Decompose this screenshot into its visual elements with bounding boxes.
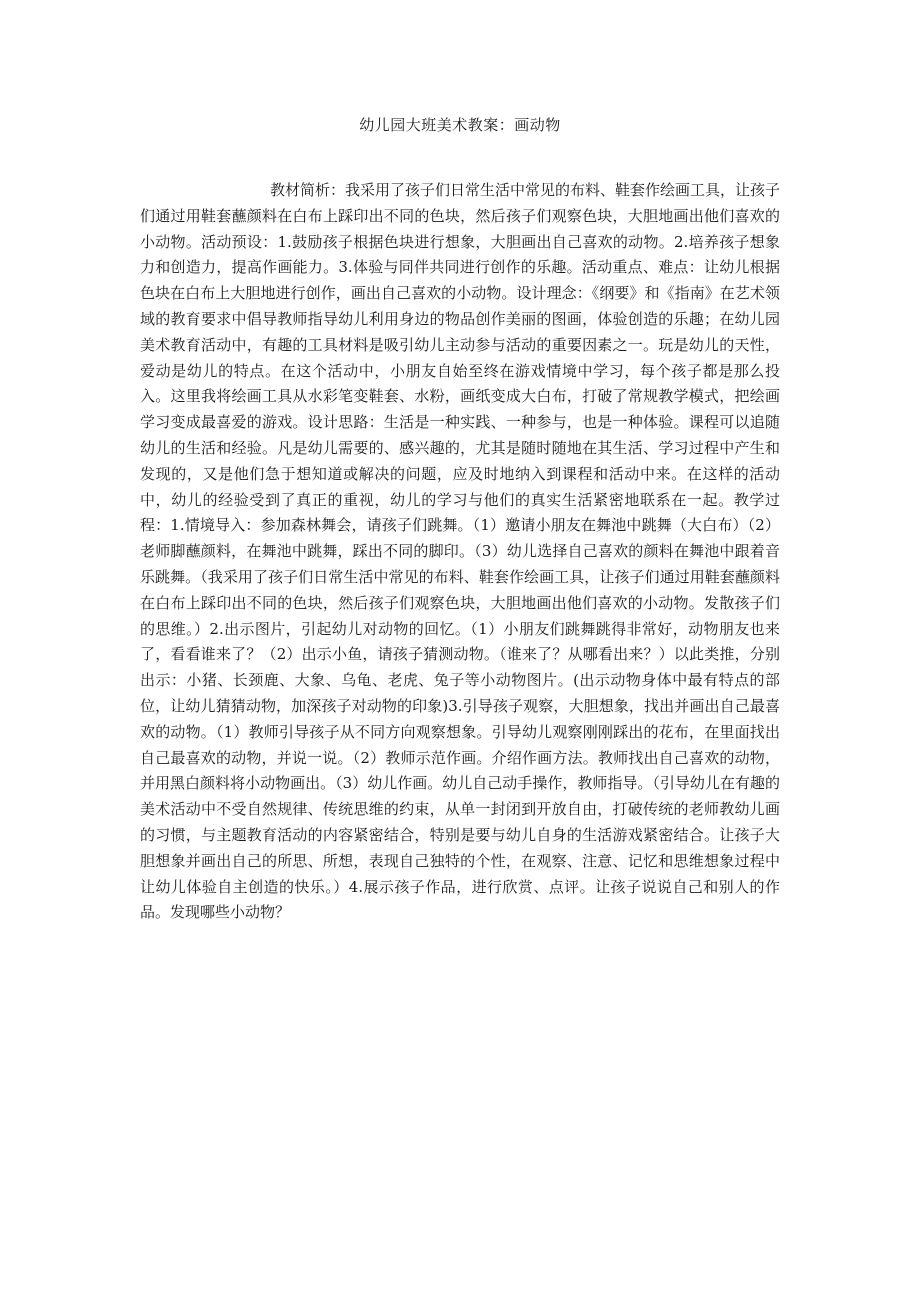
document-title: 幼儿园大班美术教案：画动物 [359, 116, 561, 134]
document-body-paragraph: 教材简析：我采用了孩子们日常生活中常见的布料、鞋套作绘画工具，让孩子们通过用鞋套蘸颜料在白布上踩印出不同的色块，然后孩子们观察色块，大胆地画出他们喜欢的小动物。活动预设：1.鼓励孩子根据色块进行想象，大胆画出自己喜欢的动物。2.培养孩子想象力和创造力，提高作画能力。3.体验与同伴共同进行创作的乐趣。活动重点、难点：让幼儿根据色块在白布上大胆地进行创作，画出自己喜欢的小动物。设计理念：《纲要》和《指南》在艺术领域的教育要求中倡导教师指导幼儿利用身边的物品创作美丽的图画，体验创造的乐趣；在幼儿园美术教育活动中，有趣的工具材料是吸引幼儿主动参与活动的重要因素之一。玩是幼儿的天性，爱动是幼儿的特点。在这个活动中，小朋友自始至终在游戏情境中学习，每个孩子都是那么投入。这里我将绘画工具从水彩笔变鞋套、水粉，画纸变成大白布，打破了常规教学模式，把绘画学习变成最喜爱的游戏。设计思路：生活是一种实践、一种参与，也是一种体验。课程可以追随幼儿的生活和经验。凡是幼儿需要的、感兴趣的，尤其是随时随地在其生活、学习过程中产生和发现的，又是他们急于想知道或解决的问题，应及时地纳入到课程和活动中来。在这样的活动中，幼儿的经验受到了真正的重视，幼儿的学习与他们的真实生活紧密地联系在一起。教学过程：1.情境导入：参加森林舞会，请孩子们跳舞。（1）邀请小朋友在舞池中跳舞（大白布）（2）老师脚蘸颜料，在舞池中跳舞，踩出不同的脚印。（3）幼儿选择自己喜欢的颜料在舞池中跟着音乐跳舞。（我采用了孩子们日常生活中常见的布料、鞋套作绘画工具，让孩子们通过用鞋套蘸颜料在白布上踩印出不同的色块，然后孩子们观察色块，大胆地画出他们喜欢的小动物。发散孩子们的思维。）2.出示图片，引起幼儿对动物的回忆。（1）小朋友们跳舞跳得非常好，动物朋友也来了，看看谁来了？（2）出示小鱼，请孩子猜测动物。（谁来了？从哪看出来？）以此类推，分别出示：小猪、长颈鹿、大象、乌龟、老虎、兔子等小动物图片。(出示动物身体中最有特点的部位，让幼儿猜猜动物，加深孩子对动物的印象)3.引导孩子观察，大胆想象，找出并画出自己最喜欢的动物。（1）教师引导孩子从不同方向观察想象。引导幼儿观察刚刚踩出的花布，在里面找出自己最喜欢的动物，并说一说。（2）教师示范作画。介绍作画方法。教师找出自己喜欢的动物，并用黑白颜料将小动物画出。（3）幼儿作画。幼儿自己动手操作，教师指导。（引导幼儿在有趣的美术活动中不受自然规律、传统思维的约束，从单一封闭到开放自由，打破传统的老师教幼儿画的习惯，与主题教育活动的内容紧密结合，特别是要与幼儿自身的生活游戏紧密结合。让孩子大胆想象并画出自己的所思、所想，表现自己独特的个性，在观察、注意、记忆和思维想象过程中让幼儿体验自主创造的快乐。）4.展示孩子作品，进行欣赏、点评。让孩子说说自己和别人的作品。发现哪些小动物？ [140, 181, 781, 922]
